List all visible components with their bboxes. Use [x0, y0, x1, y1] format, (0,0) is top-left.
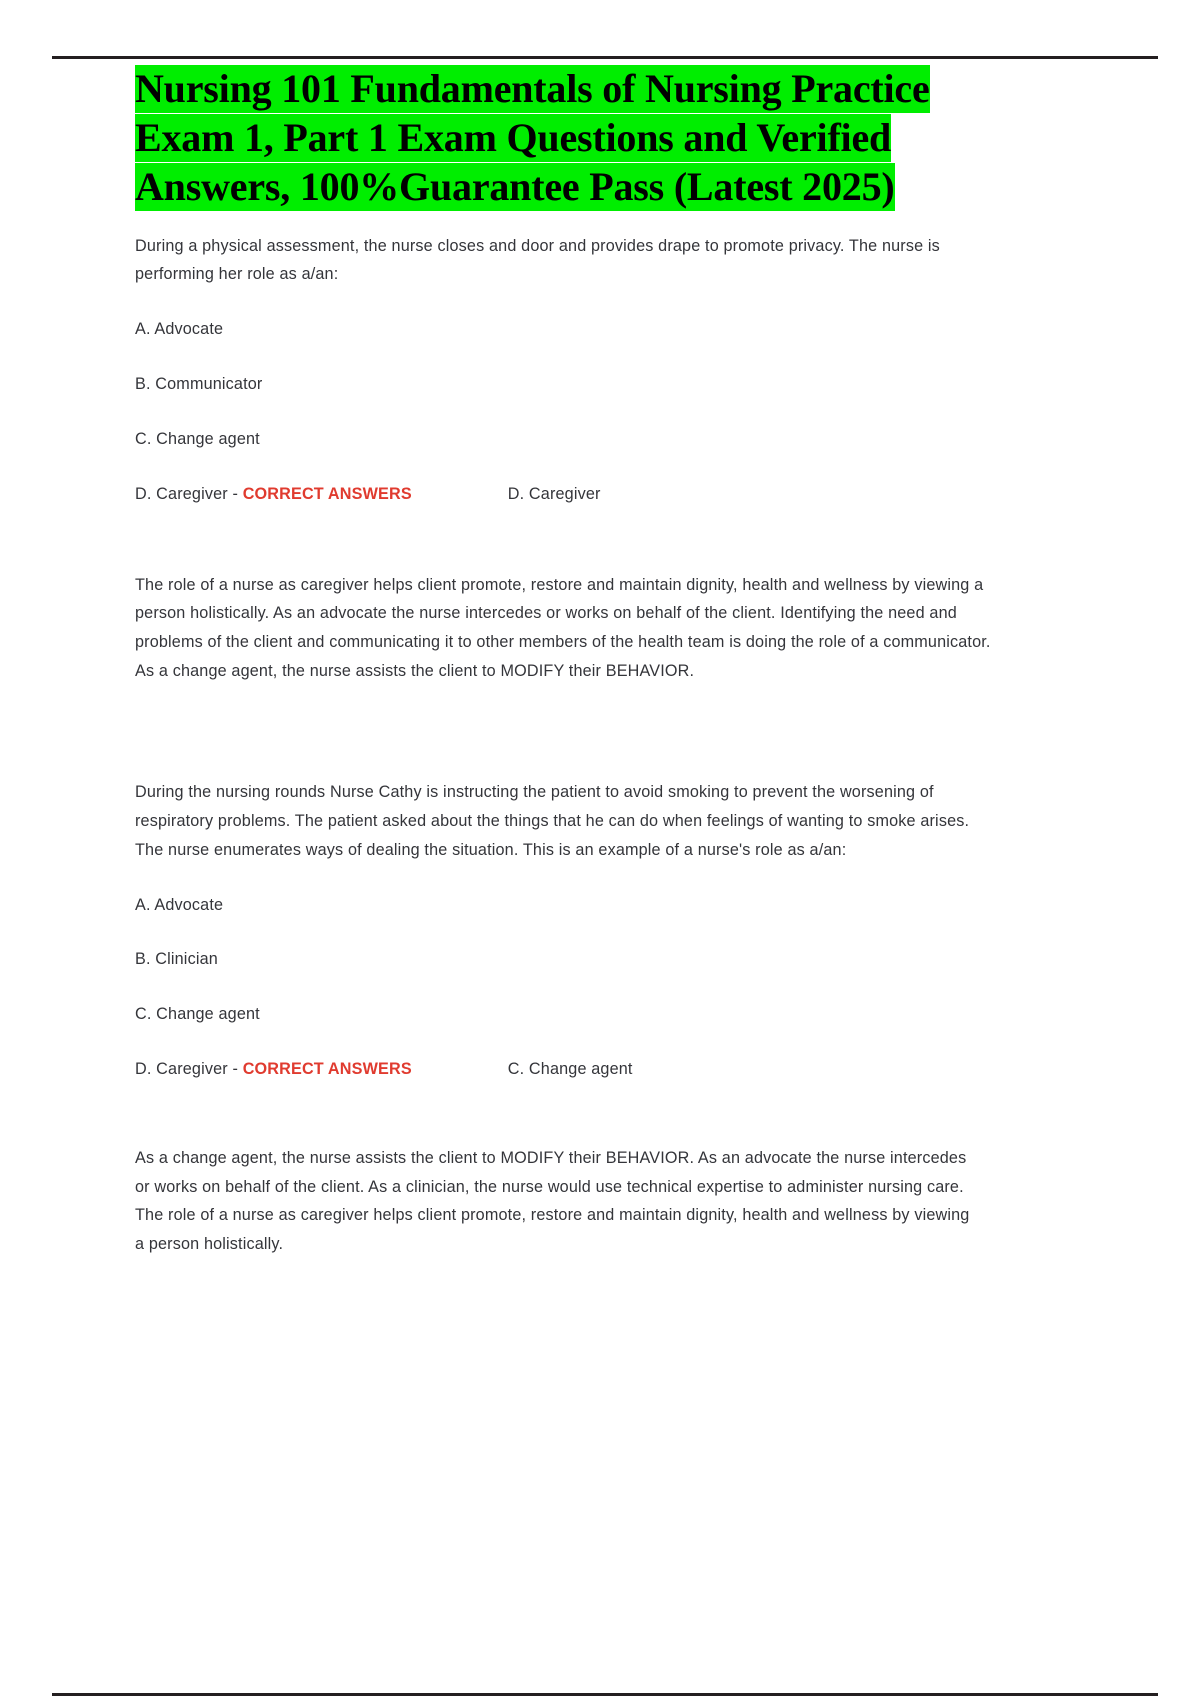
selected-answer-value — [412, 485, 508, 503]
page-title-line-1: Nursing 101 Fundamentals of Nursing Practice — [135, 66, 930, 111]
explanation-text: The role of a nurse as caregiver helps client promote, restore and maintain dignity, health and wellness by viewing a person holistically. As an advocate the nurse intercedes or works on behalf of the client. Identifying the need and problems of the client and communicating it to other members of the health team is doing the role of a communicator. As a change agent, the nurse assists the client to MODIFY their BEHAVIOR. — [135, 575, 991, 681]
question-block-1 — [135, 232, 1135, 686]
answer-value: C. Change agent — [507, 1060, 633, 1078]
answer-option[interactable]: C. Change agent — [135, 429, 260, 448]
document-content — [135, 64, 1135, 1275]
correct-answer-line — [135, 480, 1135, 509]
answer-option-prefix: D. Caregiver - — [135, 484, 243, 503]
page-bottom-rule — [52, 1693, 1158, 1696]
correct-answers-label: CORRECT ANSWERS — [242, 1060, 412, 1078]
page-title — [135, 64, 1135, 212]
answer-option[interactable]: C. Change agent — [135, 1005, 260, 1024]
correct-answers-label: CORRECT ANSWERS — [242, 484, 412, 503]
section-spacer — [135, 702, 1135, 758]
page-title-line-3: Answers, 100%Guarantee Pass (Latest 2025) — [135, 164, 895, 210]
explanation-text: As a change agent, the nurse assists the client to MODIFY their BEHAVIOR. As an advocate the nurse intercedes or works on behalf of the client. As a clinician, the nurse would use technical expertise to administer nursing care. The role of a nurse as caregiver helps client promote, restore and maintain dignity, health and wellness by viewing a person holistically. — [135, 1148, 970, 1254]
question-stem: During the nursing rounds Nurse Cathy is instructing the patient to avoid smoking to prevent the worsening of respiratory problems. The patient asked about the things that he can do when feelings of wanting to smoke arises. The nurse enumerates ways of dealing the situation. This is an example of a nurse's role as a/an: — [135, 783, 970, 859]
answer-option[interactable]: A. Advocate — [135, 895, 224, 914]
question-stem: During a physical assessment, the nurse closes and door and provides drape to promote privacy. The nurse is performing her role as a/an: — [135, 236, 940, 284]
answer-gap — [412, 1060, 508, 1078]
answer-option[interactable]: B. Communicator — [135, 375, 263, 394]
question-block-2 — [135, 778, 1135, 1259]
page-top-rule — [52, 56, 1158, 59]
correct-answer-line — [135, 1055, 1135, 1084]
answer-option-prefix: D. Caregiver - — [135, 1060, 243, 1078]
answer-option[interactable]: A. Advocate — [135, 320, 224, 339]
answer-value: D. Caregiver — [507, 484, 601, 503]
page-title-line-2: Exam 1, Part 1 Exam Questions and Verified — [135, 115, 892, 161]
answer-option[interactable]: B. Clinician — [135, 950, 218, 969]
